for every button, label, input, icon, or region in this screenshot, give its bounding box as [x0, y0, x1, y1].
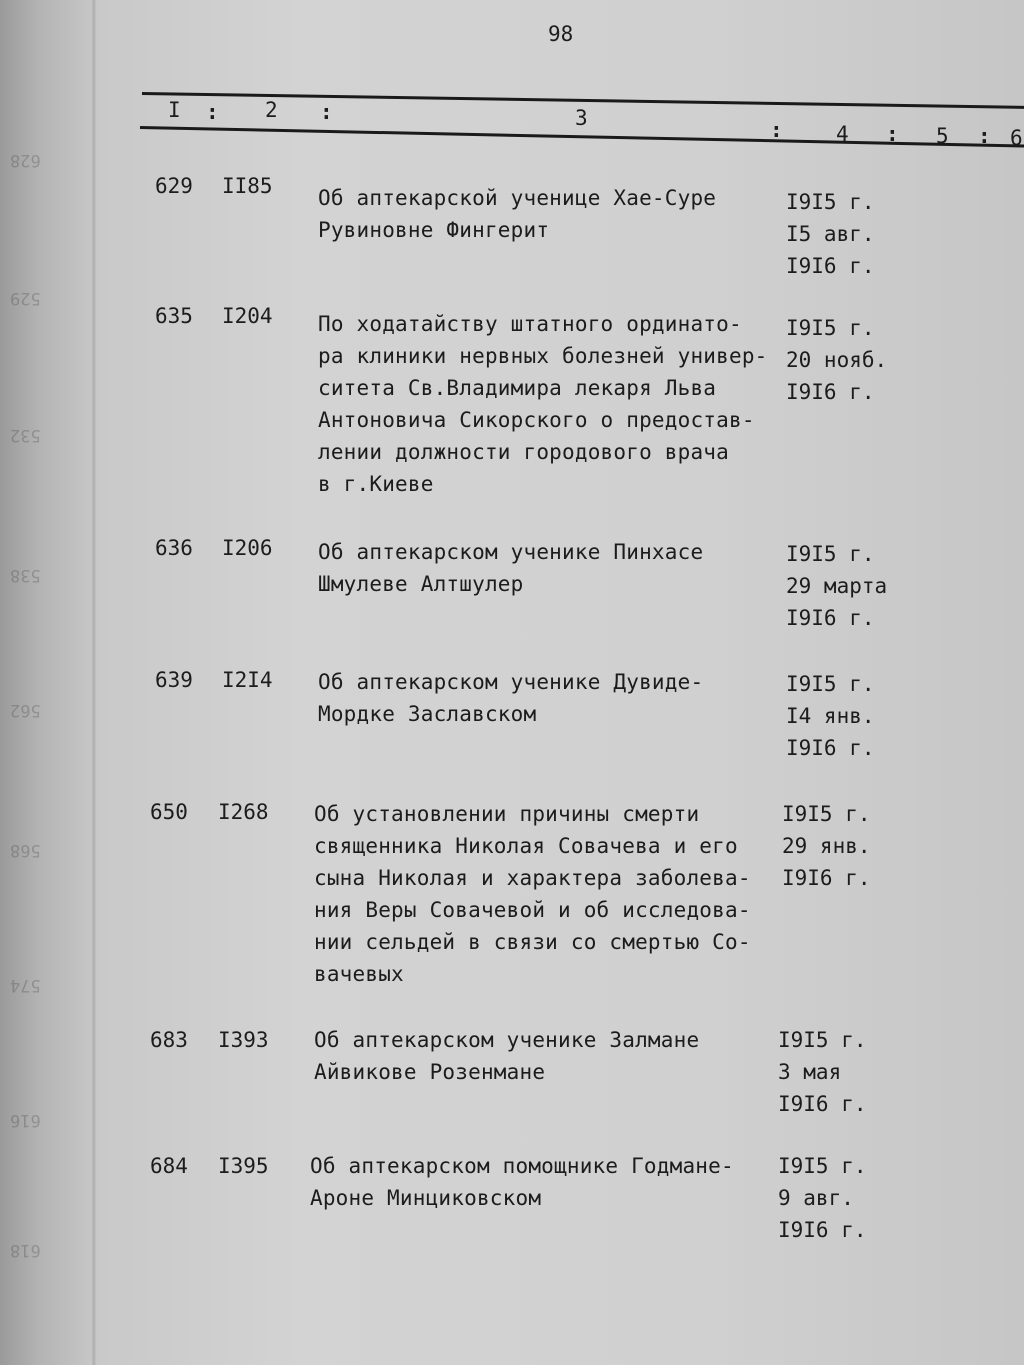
entry-description: По ходатайству штатного ординато- ра клиники нервных болезней универ- ситета Св.Владимира лекаря Льва Антоновича Сикорского о предостав- лении должности городового врача в г.Киеве: [318, 312, 768, 496]
margin-mark: 568: [10, 840, 41, 860]
entry-file-number: I2I4: [222, 668, 273, 692]
page-fold: [92, 0, 96, 1365]
entry-dates: I9I5 г. I4 янв. I9I6 г.: [786, 672, 875, 760]
margin-mark: 618: [10, 1240, 41, 1260]
column-separator: :: [206, 100, 219, 124]
page-number: 98: [548, 22, 574, 46]
column-separator: :: [886, 122, 899, 146]
entry-number: 636: [155, 536, 193, 560]
column-header-6: 6: [1010, 126, 1023, 150]
entry-file-number: I395: [218, 1154, 269, 1178]
column-separator: :: [978, 124, 991, 148]
entry-description: Об аптекарском ученике Дувиде- Мордке Заславском: [318, 670, 704, 726]
column-header-4: 4: [836, 122, 849, 146]
column-separator: :: [770, 118, 783, 142]
entry-description: Об аптекарском ученике Залмане Айвикове Розенмане: [314, 1028, 700, 1084]
entry-dates: I9I5 г. 29 марта I9I6 г.: [786, 542, 888, 630]
entry-description: Об установлении причины смерти священника Николая Совачева и его сына Николая и характера заболева- ния Веры Совачевой и об исследова- нии сельдей в связи со смертью Со- вачевых: [314, 802, 751, 986]
entry-dates: I9I5 г. 29 янв. I9I6 г.: [782, 802, 871, 890]
entry-number: 650: [150, 800, 188, 824]
margin-mark: 616: [10, 1110, 41, 1130]
margin-mark: 628: [10, 150, 41, 170]
entry-file-number: I206: [222, 536, 273, 560]
entry-file-number: II85: [222, 174, 273, 198]
column-header-2: 2: [265, 98, 278, 122]
entry-file-number: I204: [222, 304, 273, 328]
column-separator: :: [320, 100, 333, 124]
entry-file-number: I393: [218, 1028, 269, 1052]
entry-file-number: I268: [218, 800, 269, 824]
entry-description: Об аптекарском помощнике Годмане- Ароне Минциковском: [310, 1154, 734, 1210]
column-header-5: 5: [936, 124, 949, 148]
column-header-1: I: [168, 98, 181, 122]
entry-number: 684: [150, 1154, 188, 1178]
entry-description: Об аптекарском ученике Пинхасе Шмулеве Алтшулер: [318, 540, 704, 596]
column-header-3: 3: [575, 106, 588, 130]
entry-dates: I9I5 г. 9 авг. I9I6 г.: [778, 1154, 867, 1242]
entry-description: Об аптекарской ученице Хае-Суре Рувиновне Фингерит: [318, 186, 717, 242]
margin-mark: 574: [10, 975, 41, 995]
margin-mark: 529: [10, 288, 41, 308]
margin-mark: 538: [10, 565, 41, 585]
entry-number: 635: [155, 304, 193, 328]
margin-mark: 532: [10, 425, 41, 445]
entry-number: 639: [155, 668, 193, 692]
entry-dates: I9I5 г. 3 мая I9I6 г.: [778, 1028, 867, 1116]
entry-number: 629: [155, 174, 193, 198]
entry-dates: I9I5 г. I5 авг. I9I6 г.: [786, 190, 875, 278]
margin-mark: 562: [10, 700, 41, 720]
entry-number: 683: [150, 1028, 188, 1052]
entry-dates: I9I5 г. 20 нояб. I9I6 г.: [786, 316, 888, 404]
